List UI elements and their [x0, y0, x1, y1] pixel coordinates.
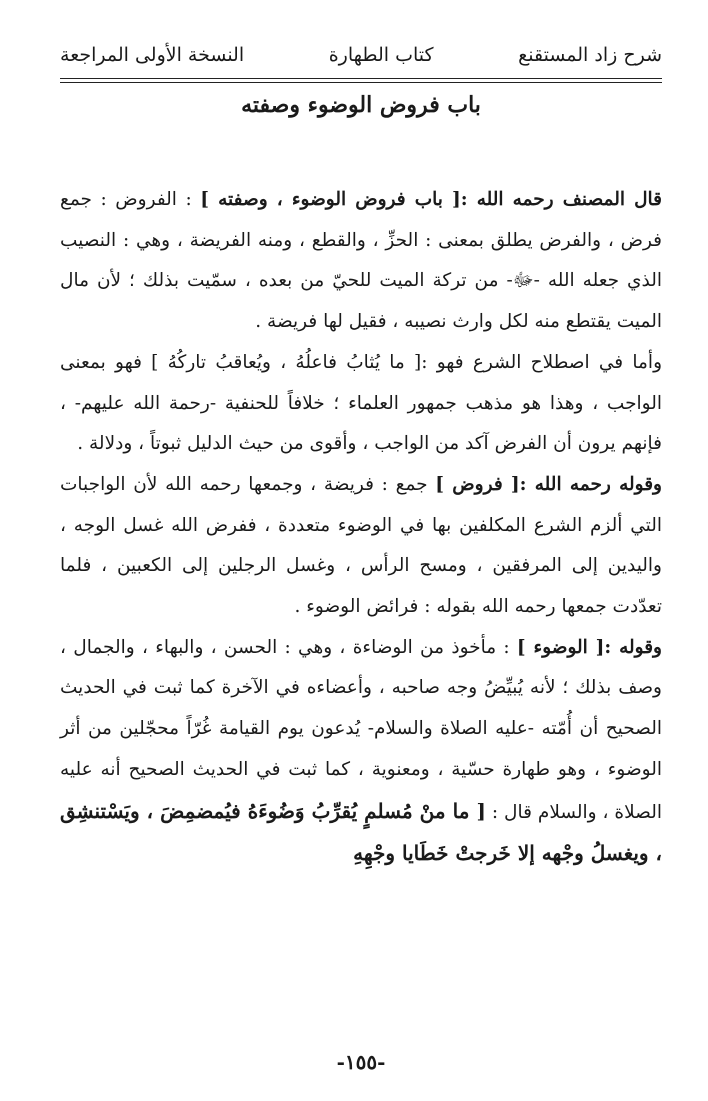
page-number: -١٥٥- — [336, 1050, 386, 1074]
paragraph-1-text: : الفروض : جمع فرض ، والفرض يطلق بمعنى : الحزِّ ، والقطع ، ومنه الفريضة ، وهي : النصيب الذي جعله الله -ﷻ- من تركة الميت للحيّ من بعده ، سمّيت بذلك ؛ لأن مال الميت يقتطع منه لكل وارث نصيبه ، فقيل لها فريضة . — [60, 189, 662, 333]
paragraph-3-lead: وقوله رحمه الله :[ فروض ] — [435, 473, 662, 495]
paragraph-3-text: جمع : فريضة ، وجمعها رحمه الله لأن الواجبات التي ألزم الشرع المكلفين بها في الوضوء متعددة ، ففرض الله غسل الوجه ، واليدين إلى المرفقين ، ومسح الرأس ، وغسل الرجلين إلى الكعبين ، فلما تعدّدت جمعها رحمه الله بقوله : فرائض الوضوء . — [60, 473, 662, 618]
header-chapter: كتاب الطهارة — [328, 44, 434, 66]
paragraph-4-lead: وقوله :[ الوضوء ] — [516, 636, 662, 658]
hadith-quote: [ ما منْ مُسلمٍ يُقرِّبُ وَضُوءَهُ فيُمضمِضَ ، ويَسْتنشِق ، ويغسلُ وجْهه إلا خَرجتْ خَطَايا وجْهِهِ — [60, 798, 662, 866]
body-text — [60, 180, 662, 876]
header-rule — [60, 78, 662, 83]
paragraph-4 — [60, 628, 662, 876]
running-header — [60, 38, 662, 72]
paragraph-3 — [60, 465, 662, 628]
paragraph-2 — [60, 343, 662, 465]
paragraph-1-lead: قال المصنف رحمه الله :[ باب فروض الوضوء ، وصفته ] — [200, 189, 662, 210]
paragraph-4-text: : مأخوذ من الوضاءة ، وهي : الحسن ، والبهاء ، والجمال ، وصف بذلك ؛ لأنه يُبيِّضُ وجه صاحبه ، وأعضاءه في الآخرة كما ثبت في الحديث الصحيح أن أُمّته -عليه الصلاة والسلام- يُدعون يوم القيامة غُرّاً محجّلين من أثر الوضوء ، وهو طهارة حسّية ، ومعنوية ، كما ثبت في الحديث الصحيح أنه عليه الصلاة ، والسلام قال : — [60, 636, 662, 823]
paragraph-1 — [60, 180, 662, 343]
header-book-title: شرح زاد المستقنع — [518, 44, 662, 66]
section-title: باب فروض الوضوء وصفته — [241, 92, 481, 118]
header-edition: النسخة الأولى المراجعة — [60, 44, 245, 66]
paragraph-2-text: وأما في اصطلاح الشرع فهو :[ ما يُثابُ فاعلُهُ ، ويُعاقبُ تاركُهُ ] فهو بمعنى الواجب ، وهذا هو مذهب جمهور العلماء ؛ خلافاً للحنفية -رحمة الله عليهم- ، فإنهم يرون أن الفرض آكد من الواجب ، وأقوى من حيث الدليل ثبوتاً ، ودلالة . — [60, 351, 662, 455]
